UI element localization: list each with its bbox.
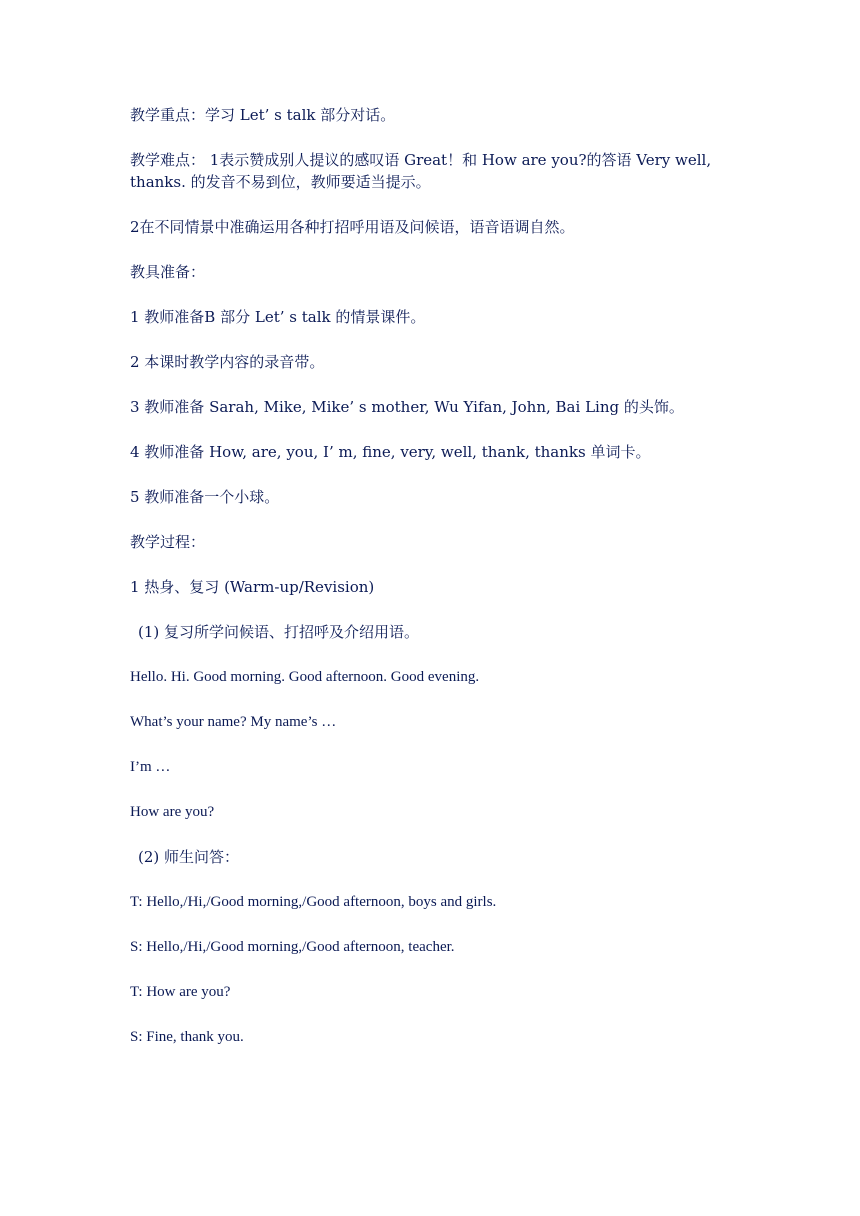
greeting-line: Hello. Hi. Good morning. Good afternoon. Good evening. [130,669,480,685]
dialogue-line-teacher-2: T: How are you? [130,984,231,1000]
document-body [130,104,732,1071]
procedure-substep-2: (2) 师生问答： [138,848,240,866]
procedure-step-1: 1 热身、复习 (Warm-up/Revision) [130,578,375,596]
difficulties-paragraph: 教学难点： 1表示赞成别人提议的感叹语 Great！和 How are you?的答语 Very well, thanks. 的发音不易到位，教师要适当提示。 [130,151,716,191]
materials-heading: 教具准备： [130,263,206,281]
materials-item-1: 1 教师准备B 部分 Let’ s talk 的情景课件。 [130,308,426,326]
materials-item-5: 5 教师准备一个小球。 [130,488,280,506]
how-are-you-line: How are you? [130,804,215,820]
dialogue-line-student-1: S: Hello,/Hi,/Good morning,/Good afternoon, teacher. [130,939,455,955]
procedure-substep-1: (1) 复习所学问候语、打招呼及介绍用语。 [138,623,420,641]
introduction-line: I’m … [130,759,171,775]
name-question-line: What’s your name? My name’s … [130,714,337,730]
difficulties-item-2: 2在不同情景中准确运用各种打招呼用语及问候语，语音语调自然。 [130,218,575,236]
dialogue-line-student-2: S: Fine, thank you. [130,1029,244,1045]
dialogue-line-teacher-1: T: Hello,/Hi,/Good morning,/Good afternoon, boys and girls. [130,894,497,910]
materials-item-4: 4 教师准备 How, are, you, I’ m, fine, very, well, thank, thanks 单词卡。 [130,443,651,461]
materials-item-2: 2 本课时教学内容的录音带。 [130,353,325,371]
procedure-heading: 教学过程： [130,533,206,551]
key-points-paragraph: 教学重点：学习 Let’ s talk 部分对话。 [130,106,396,124]
materials-item-3: 3 教师准备 Sarah, Mike, Mike’ s mother, Wu Yifan, John, Bai Ling 的头饰。 [130,398,684,416]
